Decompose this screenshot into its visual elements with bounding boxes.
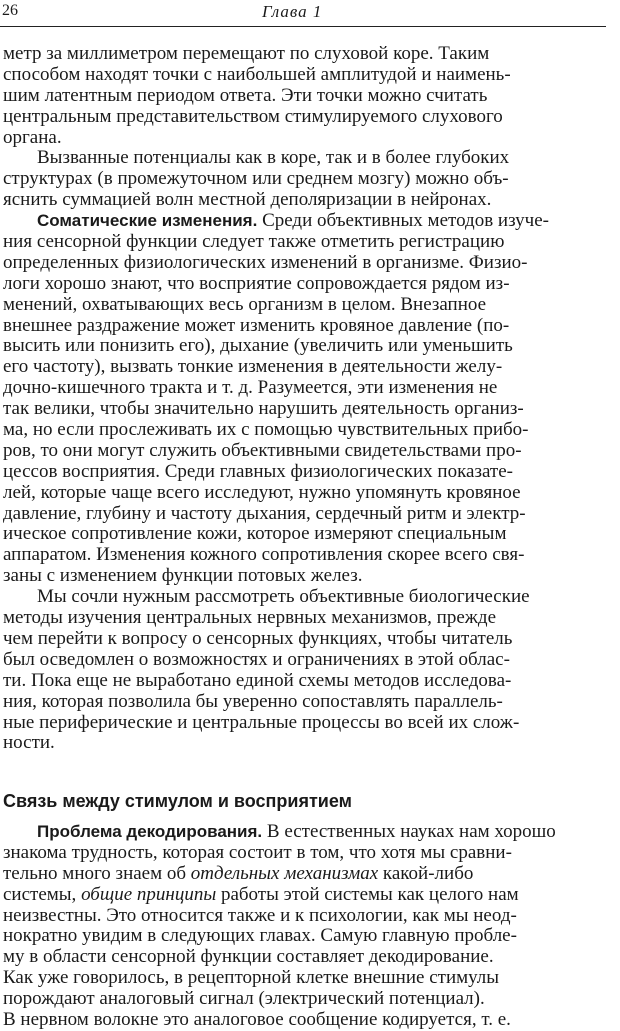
run-in-heading: Соматические изменения. [37,211,258,231]
text-run: В естественных науках нам хорошо [262,821,556,842]
text-line: ров, то они могут служить объективными свидетельствами про- [3,439,522,461]
text-run: тельно много знаем об [3,862,191,884]
text-line: Вызванные потенциалы как в коре, так и в более глубоких [37,147,510,169]
text-line: му в области сенсорной функции составляет декодирование. [3,946,494,968]
text-line: его частоту), вызвать тонкие изменения в деятельности желу- [3,356,503,378]
text-line: ическое сопротивление кожи, которое измеряют специальным [3,523,507,545]
text-line: высить или понизить его), дыхание (увеличить или уменьшить [3,335,513,357]
text-line [3,822,614,843]
running-head [0,0,606,27]
text-line: менений, охватывающих весь организм в целом. Внезапное [3,293,487,315]
section-heading: Связь между стимулом и восприятием [3,791,352,811]
text-line: ма, но если прослеживать их с помощью чувствительных прибо- [3,419,529,441]
text-line: знакома трудность, которая состоит в том, что хотя мы сравни- [3,841,512,863]
text-line: дочно-кишечного тракта и т. д. Разумеется, эти изменения не [3,377,498,399]
text-line: давление, глубину и частоту дыхания, сердечный ритм и электр- [3,502,526,524]
text-line: порождают аналоговый сигнал (электрический потенциал). [3,988,485,1010]
text-line: чем перейти к вопросу о сенсорных функциях, чтобы читатель [3,627,513,649]
text-line: ности. [3,732,55,754]
text-run: системы, [3,883,82,905]
text-line: способом находят точки с наибольшей амплитудой и наимень- [3,63,511,85]
text-line: нократно увидим в следующих главах. Самую главную пробле- [3,925,517,947]
text-line: ти. Пока еще не выработано единой схемы методов исследова- [3,669,512,691]
body-text-upper [3,44,614,754]
text-line: неизвестны. Это относится также и к психологии, как мы неод- [3,904,517,926]
text-line: заны с изменением функции потовых желез. [3,565,363,587]
text-line: ния сенсорной функции следует также отметить регистрацию [3,231,505,253]
text-line: цессов восприятия. Среди главных физиологических показате- [3,460,513,482]
text-line: шим латентным периодом ответа. Эти точки можно считать [3,84,488,106]
text-line: методы изучения центральных нервных механизмов, прежде [3,607,497,629]
text-line: органа. [3,126,62,148]
italic-emphasis: отдельных механизмах [190,862,379,884]
page-number: 26 [2,2,18,19]
text-line: центральным представительством стимулируемого слухового [3,105,503,127]
text-line: лей, которые чаще всего исследуют, нужно упомянуть кровяное [3,481,521,503]
text-line: логи хорошо знают, что восприятие сопровождается рядом из- [3,272,510,294]
text-line: В нервном волокне это аналоговое сообщение кодируется, т. е. [3,1009,511,1031]
text-line [3,211,614,232]
chapter-title: Глава 1 [262,2,323,21]
text-line [3,885,614,906]
text-line: структурах (в промежуточном или среднем мозгу) можно объ- [3,168,509,190]
text-line: ния, которая позволила бы уверенно сопоставлять параллель- [3,690,503,712]
text-run: работы этой системы как целого нам [216,883,519,905]
text-line: определенных физиологических изменений в организме. Физио- [3,251,528,273]
text-line: метр за миллиметром перемещают по слуховой коре. Таким [3,43,490,64]
text-line [3,864,614,885]
text-line: аппаратом. Изменения кожного сопротивления скорее всего свя- [3,544,525,566]
text-line: Мы сочли нужным рассмотреть объективные биологические [37,586,530,608]
body-text-lower [3,822,614,1031]
text-line: так велики, чтобы значительно нарушить деятельность организ- [3,398,524,420]
text-line: внешнее раздражение может изменить кровяное давление (по- [3,314,510,336]
text-line: был осведомлен о возможностях и ограничениях в этой облас- [3,648,510,670]
text-run: Среди объективных методов изуче- [257,210,550,232]
run-in-heading: Проблема декодирования. [37,822,263,841]
text-run: какой-либо [378,862,474,884]
text-line: Как уже говорилось, в рецепторной клетке внешние стимулы [3,967,500,989]
italic-emphasis: общие принципы [81,883,217,905]
text-line: яснить суммацией волн местной деполяризации в нейронах. [3,189,492,211]
text-line: ные периферические и центральные процессы во всей их слож- [3,711,520,733]
